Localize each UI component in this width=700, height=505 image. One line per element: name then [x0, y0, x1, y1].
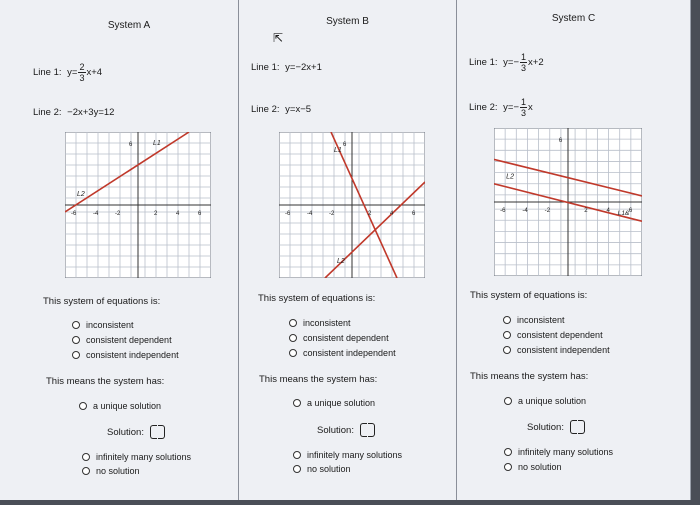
question-text: This system of equations is: [470, 290, 588, 301]
line1-equation: Line 1: y= $\frac{2}{3}$ x+4 [33, 62, 103, 83]
option-unique-solution[interactable]: a unique solution [293, 398, 375, 408]
system-title: System B [326, 16, 369, 27]
radio-button [72, 336, 80, 344]
option-consistent-independent[interactable]: consistent independent [72, 350, 179, 360]
fraction: $\frac{1}{3}$ [521, 52, 527, 73]
system-a-column [20, 0, 238, 500]
l2-label: L2 [77, 191, 85, 198]
option-unique-solution[interactable]: a unique solution [79, 401, 161, 411]
option-no-solution[interactable]: no solution [82, 466, 140, 476]
option-inconsistent[interactable]: inconsistent [289, 318, 351, 328]
question-text: This system of equations is: [43, 296, 161, 307]
l2-label: L2 [506, 172, 515, 181]
x-tick: 4 [176, 211, 180, 217]
system-title: System C [551, 13, 596, 24]
x-tick: -4 [307, 211, 313, 217]
y-tick: 6 [129, 142, 133, 148]
system-b-graph [279, 132, 425, 278]
x-tick: 2 [154, 211, 158, 217]
option-infinite-solutions[interactable]: infinitely many solutions [82, 452, 191, 462]
radio-button [79, 402, 87, 410]
line1-equation: Line 1: y=− $\frac{1}{3}$ x+2 [469, 52, 544, 73]
l1-label: L1 [153, 140, 161, 147]
radio-button [72, 351, 80, 359]
x-tick: -6 [71, 211, 77, 217]
l2-label: L2 [337, 258, 345, 265]
line2-equation: Line 2: −2x+3y=12 [33, 107, 115, 118]
means-text: This means the system has: [46, 376, 165, 387]
option-inconsistent[interactable]: inconsistent [503, 315, 565, 325]
x-tick: -2 [329, 211, 335, 217]
solution-row: Solution: [317, 423, 375, 437]
option-consistent-independent[interactable]: consistent independent [289, 348, 396, 358]
x-tick: 6 [628, 207, 633, 215]
option-infinite-solutions[interactable]: infinitely many solutions [293, 450, 402, 460]
x-tick: 4 [390, 211, 394, 217]
option-inconsistent[interactable]: inconsistent [72, 320, 134, 330]
question-text: This system of equations is: [258, 293, 376, 304]
radio-button [293, 465, 301, 473]
solution-row: Solution: [527, 420, 585, 434]
y-tick: 6 [558, 137, 563, 145]
radio-button [504, 463, 512, 471]
radio-button [289, 349, 297, 357]
system-b-column [238, 0, 456, 500]
radio-button [82, 467, 90, 475]
x-tick: 2 [368, 211, 372, 217]
x-tick: 2 [584, 207, 588, 215]
x-tick: -4 [93, 211, 99, 217]
option-infinite-solutions[interactable]: infinitely many solutions [504, 447, 613, 457]
radio-button [504, 448, 512, 456]
means-text: This means the system has: [259, 374, 378, 385]
solution-input[interactable] [570, 420, 585, 434]
means-text: This means the system has: [470, 371, 589, 382]
radio-button [503, 331, 511, 339]
x-tick: 6 [198, 211, 202, 217]
option-consistent-dependent[interactable]: consistent dependent [72, 335, 172, 345]
radio-button [82, 453, 90, 461]
solution-input[interactable] [150, 425, 165, 439]
x-tick: -2 [115, 211, 121, 217]
option-no-solution[interactable]: no solution [504, 462, 562, 472]
radio-button [504, 397, 512, 405]
fraction: $\frac{2}{3}$ [79, 62, 85, 83]
option-no-solution[interactable]: no solution [293, 464, 351, 474]
x-tick: -6 [500, 207, 506, 215]
mouse-cursor-icon: ⇱ [273, 31, 284, 45]
line2-equation: Line 2: y=− $\frac{1}{3}$ x [469, 97, 533, 118]
radio-button [293, 451, 301, 459]
radio-button [293, 399, 301, 407]
x-tick: 6 [412, 211, 416, 217]
line2-equation: Line 2: y=x−5 [251, 104, 312, 115]
option-consistent-dependent[interactable]: consistent dependent [503, 330, 603, 340]
l1-label: L1 [334, 147, 342, 154]
radio-button [503, 346, 511, 354]
y-tick: 6 [343, 142, 347, 148]
radio-button [289, 319, 297, 327]
x-tick: -6 [285, 211, 291, 217]
line1-equation: Line 1: y=−2x+1 [251, 62, 322, 73]
system-title: System A [107, 20, 151, 31]
option-consistent-independent[interactable]: consistent independent [503, 345, 610, 355]
x-tick: -2 [544, 207, 551, 215]
x-tick: 4 [606, 207, 610, 215]
radio-button [503, 316, 511, 324]
system-c-column [456, 0, 690, 500]
fraction: $\frac{1}{3}$ [521, 97, 527, 118]
solution-input[interactable] [360, 423, 375, 437]
option-consistent-dependent[interactable]: consistent dependent [289, 333, 389, 343]
option-unique-solution[interactable]: a unique solution [504, 396, 586, 406]
system-a-graph [65, 132, 211, 278]
system-c-graph [494, 128, 642, 276]
radio-button [72, 321, 80, 329]
solution-row: Solution: [107, 425, 165, 439]
radio-button [289, 334, 297, 342]
x-tick: -4 [522, 207, 528, 215]
l1-label: L1& [617, 210, 630, 218]
